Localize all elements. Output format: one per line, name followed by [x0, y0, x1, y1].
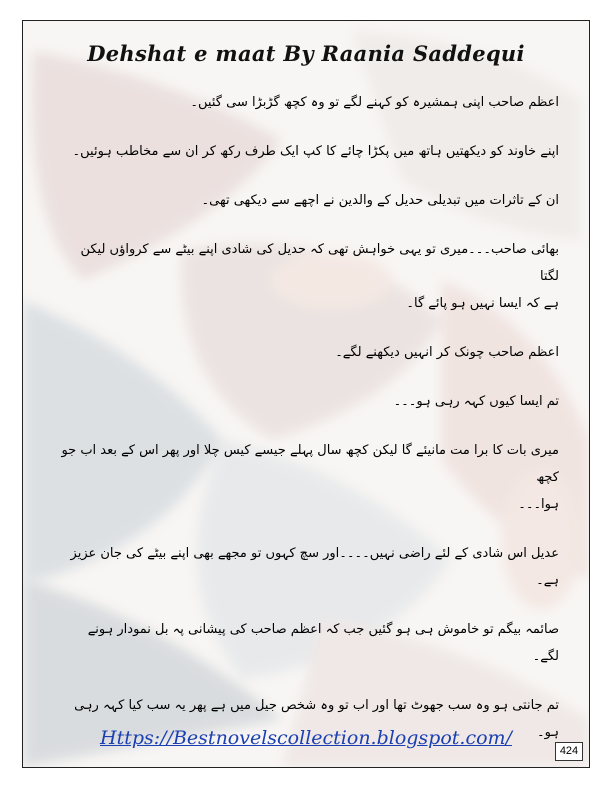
story-body — [59, 89, 559, 746]
page-header-title: Dehshat e maat By Raania Saddequi — [87, 41, 525, 66]
page-frame — [22, 20, 590, 768]
paragraph: میری بات کا برا مت مانیئے گا لیکن کچھ سال پہلے جیسے کیس چلا اور پھر اس کے بعد اب جو کچھ ہوا۔۔۔ — [61, 443, 559, 512]
paragraph: صائمہ بیگم تو خاموش ہی ہو گئیں جب کہ اعظم صاحب کی پیشانی پہ بل نمودار ہونے لگے۔ — [87, 622, 559, 664]
footer-blog-link[interactable]: Https://Bestnovelscollection.blogspot.com/ — [100, 727, 512, 749]
paragraph: اپنے خاوند کو دیکھتیں ہاتھ میں پکڑا چائے کا کپ ایک طرف رکھ کر ان سے مخاطب ہوئیں۔ — [72, 144, 559, 159]
page-number: 424 — [555, 742, 583, 761]
paragraph: اعظم صاحب اپنی ہمشیرہ کو کہنے لگے تو وہ کچھ گڑبڑا سی گئیں۔ — [190, 95, 559, 110]
paragraph: تم جانتی ہو وہ سب جھوٹ تھا اور اب تو وہ شخص جیل میں ہے پھر یہ سب کیا کہہ رہی ہو۔ — [74, 698, 559, 740]
paragraph: عدیل اس شادی کے لئے راضی نہیں۔۔۔۔اور سچ کہوں تو مجھے بھی اپنے بیٹے کی جان عزیز ہے۔ — [70, 546, 559, 588]
paragraph: اعظم صاحب چونک کر انہیں دیکھنے لگے۔ — [335, 345, 559, 360]
paragraph: بھائی صاحب۔۔۔میری تو یہی خواہش تھی کہ حدیل کی شادی اپنے بیٹے سے کرواؤں لیکن لگتا ہے کہ ایسا نہیں ہو پائے گا۔ — [80, 242, 559, 311]
paragraph: ان کے تاثرات میں تبدیلی حدیل کے والدین نے اچھے سے دیکھی تھی۔ — [201, 193, 559, 208]
paragraph: تم ایسا کیوں کہہ رہی ہو۔۔۔ — [393, 394, 559, 409]
